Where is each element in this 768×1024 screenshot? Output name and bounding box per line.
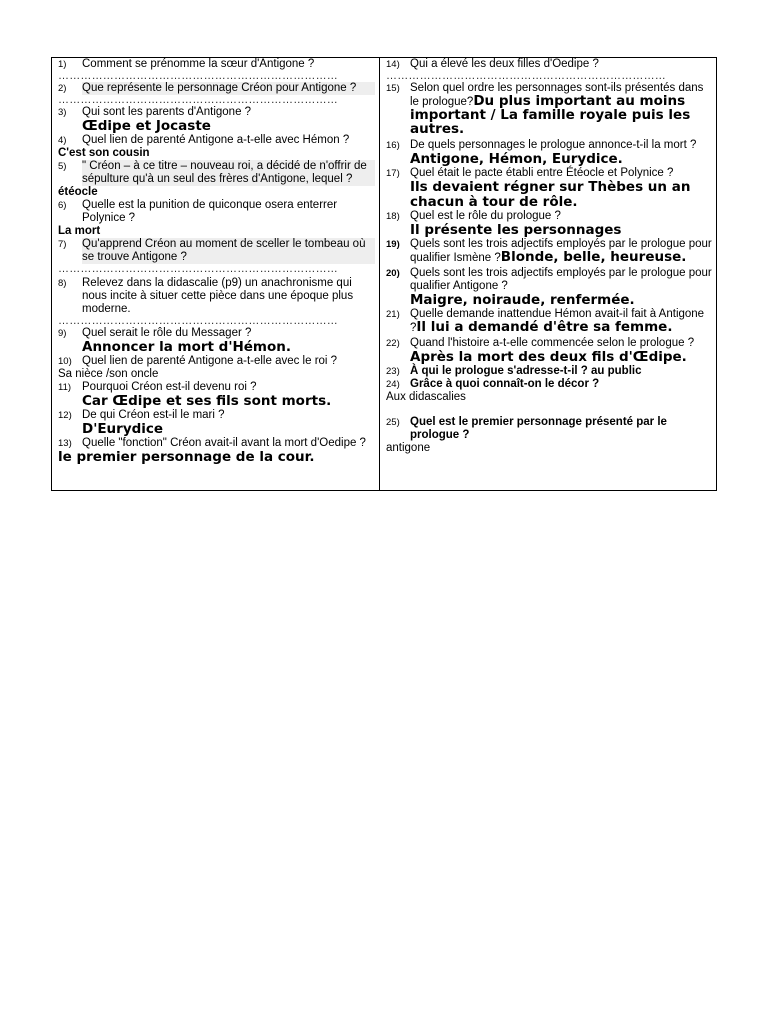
question-text: Qui sont les parents d'Antigone ?	[82, 106, 252, 118]
answer-6: La mort	[58, 225, 101, 237]
question-24	[386, 378, 712, 391]
question-text: Qui a élevé les deux filles d'Oedipe ?	[410, 58, 599, 70]
question-number: 23)	[386, 366, 400, 377]
question-number: 24)	[386, 379, 400, 390]
question-number: 22)	[386, 338, 400, 349]
answer-4: C'est son cousin	[58, 147, 150, 159]
answer-line: …………………………………………………………………	[58, 71, 338, 82]
answer-20: Maigre, noiraude, renfermée.	[410, 292, 635, 308]
question-text: Relevez dans la didascalie (p9) un anachronisme qui nous incite à situer cette pièce dans une époque plus moderne.	[82, 277, 354, 315]
question-number: 3)	[58, 107, 67, 118]
question-number: 4)	[58, 135, 67, 146]
question-text: Quel est le premier personnage présenté par le prologue ?	[410, 416, 667, 441]
question-text: Quels sont les trois adjectifs employés par le prologue pour qualifier Ismène ?	[410, 238, 712, 264]
question-text: Comment se prénomme la sœur d'Antigone ?	[82, 58, 315, 70]
answer-19: Blonde, belle, heureuse.	[500, 249, 687, 265]
question-number: 8)	[58, 278, 67, 289]
question-number: 16)	[386, 140, 400, 151]
question-text: Quels sont les trois adjectifs employés par le prologue pour qualifier Antigone ?	[410, 267, 712, 292]
question-text: Quel était le pacte établi entre Étéocle et Polynice ?	[410, 167, 674, 179]
question-15	[386, 82, 712, 137]
question-number: 18)	[386, 211, 400, 222]
question-text: De quels personnages le prologue annonce-t-il la mort ?	[410, 139, 697, 151]
left-column	[52, 58, 380, 490]
question-14	[386, 58, 712, 71]
question-number: 19)	[386, 239, 400, 250]
answer-line: …………………………………………………………………	[386, 71, 666, 82]
question-19	[386, 238, 712, 265]
question-number: 5)	[58, 161, 67, 172]
answer-16: Antigone, Hémon, Eurydice.	[410, 151, 623, 167]
question-number: 17)	[386, 168, 400, 179]
answer-3: Œdipe et Jocaste	[82, 118, 211, 134]
answer-line: …………………………………………………………………	[58, 264, 338, 275]
question-text: " Créon – à ce titre – nouveau roi, a décidé de n'offrir de sépulture qu'à un seul des frères d'Antigone, lequel ?	[82, 160, 375, 186]
question-number: 6)	[58, 200, 67, 211]
right-column	[380, 58, 716, 490]
question-number: 20)	[386, 268, 400, 279]
question-text: Que représente le personnage Créon pour Antigone ?	[82, 82, 375, 95]
answer-line: …………………………………………………………………	[58, 95, 338, 106]
answer-12: D'Eurydice	[82, 421, 164, 437]
question-text: De qui Créon est-il le mari ?	[82, 409, 225, 421]
question-5	[58, 160, 375, 186]
answer-17: Ils devaient régner sur Thèbes un an chacun à tour de rôle.	[410, 179, 691, 210]
question-number: 7)	[58, 239, 67, 250]
spacer	[386, 404, 712, 416]
answer-15: Du plus important au moins important / La famille royale puis les autres.	[410, 93, 691, 137]
question-number: 25)	[386, 417, 400, 428]
question-2	[58, 82, 375, 95]
question-text: Quelle demande inattendue Hémon avait-il fait à Antigone ?	[410, 308, 705, 334]
question-text: Quel est le rôle du prologue ?	[410, 210, 561, 222]
question-number: 13)	[58, 438, 72, 449]
answer-24: Aux didascalies	[386, 391, 466, 403]
question-8	[58, 277, 375, 316]
question-23	[386, 365, 712, 378]
answer-21: Il lui a demandé d'être sa femme.	[416, 319, 673, 335]
answer-10: Sa nièce /son oncle	[58, 368, 159, 380]
question-number: 14)	[386, 59, 400, 70]
answer-25: antigone	[386, 442, 431, 454]
question-text: Quelle est la punition de quiconque osera enterrer Polynice ?	[82, 199, 338, 224]
question-number: 21)	[386, 309, 400, 320]
question-text: Grâce à quoi connaît-on le décor ?	[410, 378, 600, 390]
answer-13: le premier personnage de la cour.	[58, 449, 315, 465]
question-number: 12)	[58, 410, 72, 421]
question-text: Quand l'histoire a-t-elle commencée selon le prologue ?	[410, 337, 695, 349]
question-text: Qu'apprend Créon au moment de sceller le tombeau où se trouve Antigone ?	[82, 238, 375, 264]
answer-9: Annoncer la mort d'Hémon.	[82, 339, 291, 355]
questionnaire-table	[51, 57, 717, 491]
answer-22: Après la mort des deux fils d'Œdipe.	[410, 349, 687, 365]
question-7	[58, 238, 375, 264]
question-text: Pourquoi Créon est-il devenu roi ?	[82, 381, 257, 393]
answer-18: Il présente les personnages	[410, 222, 622, 238]
question-text: Quel serait le rôle du Messager ?	[82, 327, 252, 339]
question-number: 11)	[58, 382, 72, 393]
question-10	[58, 355, 375, 368]
answer-line: …………………………………………………………………	[58, 316, 338, 327]
question-25	[386, 416, 712, 442]
question-1	[58, 58, 375, 71]
answer-11: Car Œdipe et ses fils sont morts.	[82, 393, 332, 409]
question-number: 15)	[386, 83, 400, 94]
question-text: À qui le prologue s'adresse-t-il ? au public	[410, 365, 642, 377]
question-number: 9)	[58, 328, 67, 339]
question-number: 1)	[58, 59, 67, 70]
question-21	[386, 308, 712, 335]
question-4	[58, 134, 375, 147]
question-20	[386, 267, 712, 293]
question-text: Quel lien de parenté Antigone a-t-elle avec le roi ?	[82, 355, 338, 367]
question-number: 2)	[58, 83, 67, 94]
question-6	[58, 199, 375, 225]
question-text: Quelle "fonction" Créon avait-il avant la mort d'Oedipe ?	[82, 437, 366, 449]
question-text: Selon quel ordre les personnages sont-ils présentés dans le prologue?	[410, 82, 704, 108]
answer-5: étéocle	[58, 186, 98, 198]
question-text: Quel lien de parenté Antigone a-t-elle avec Hémon ?	[82, 134, 350, 146]
question-number: 10)	[58, 356, 72, 367]
